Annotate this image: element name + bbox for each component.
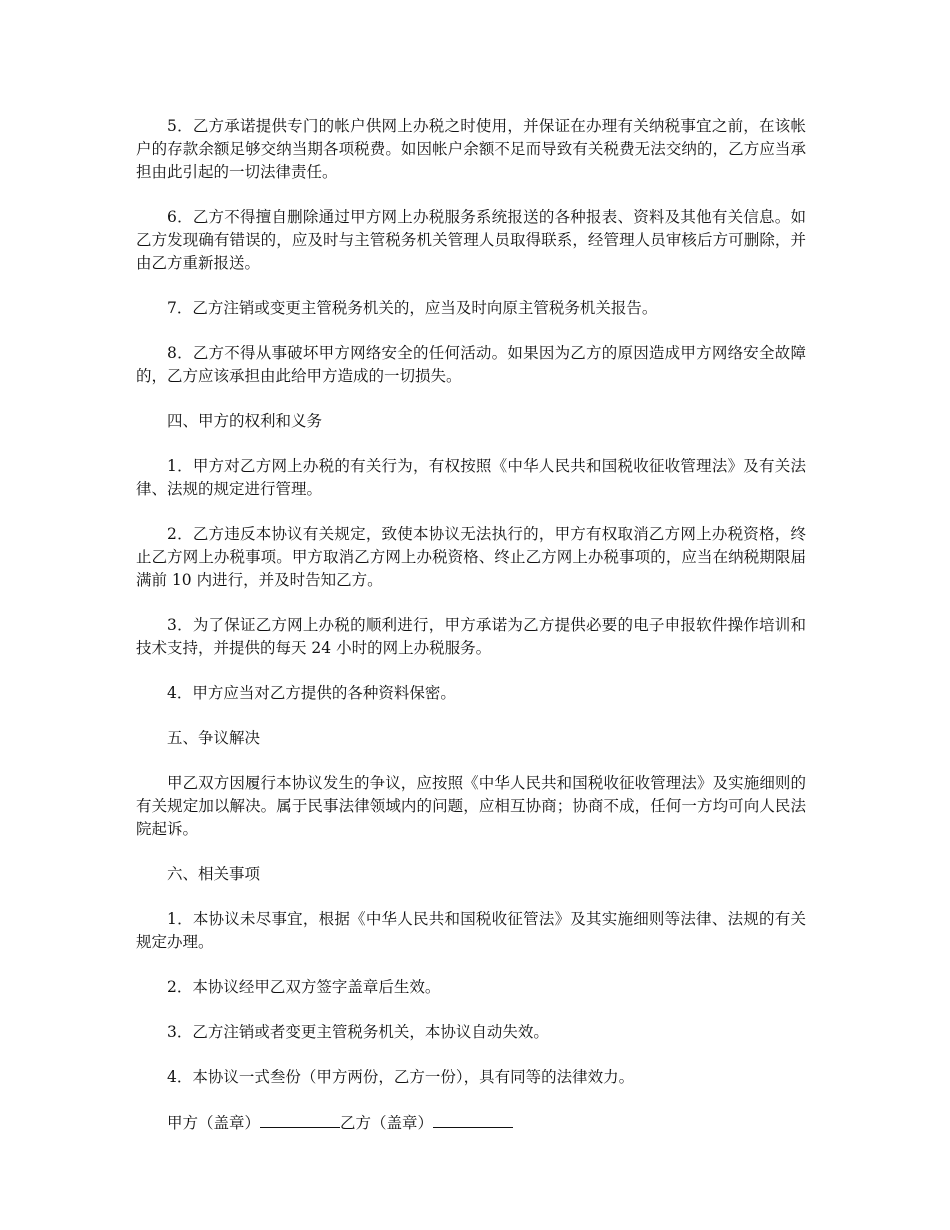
clause-paragraph: 2．本协议经甲乙双方签字盖章后生效。 [167,978,441,996]
document-body [136,115,806,1135]
party-b-seal-blank [433,1111,513,1128]
party-a-label: 甲方（盖章） [167,1114,261,1132]
clause-paragraph: 甲乙双方因履行本协议发生的争议，应按照《中华人民共和国税收征收管理法》及实施细则的有关规定加以解决。属于民事法律领域内的问题，应相互协商；协商不成，任何一方均可向人民法院起诉。 [136,774,806,838]
party-a-seal-blank [260,1111,340,1128]
clause-paragraph: 2．乙方违反本协议有关规定，致使本协议无法执行的，甲方有权取消乙方网上办税资格，终止乙方网上办税事项。甲方取消乙方网上办税资格、终止乙方网上办税事项的，应当在纳税期限届满前 10 内进行，并及时告知乙方。 [136,525,806,589]
section-heading: 五、争议解决 [167,729,261,747]
party-b-label: 乙方（盖章） [340,1114,434,1132]
clause-paragraph: 5．乙方承诺提供专门的帐户供网上办税之时使用，并保证在办理有关纳税事宜之前，在该帐户的存款余额足够交纳当期各项税费。如因帐户余额不足而导致有关税费无法交纳的，乙方应当承担由此引起的一切法律责任。 [136,117,806,181]
clause-paragraph: 1．甲方对乙方网上办税的有关行为，有权按照《中华人民共和国税收征收管理法》及有关法律、法规的规定进行管理。 [136,457,806,498]
clause-paragraph: 1．本协议未尽事宜，根据《中华人民共和国税收征管法》及其实施细则等法律、法规的有关规定办理。 [136,910,806,951]
section-heading: 六、相关事项 [167,865,261,883]
section-heading: 四、甲方的权利和义务 [167,412,323,430]
clause-paragraph: 4．甲方应当对乙方提供的各种资料保密。 [167,684,456,702]
clause-paragraph: 7．乙方注销或变更主管税务机关的，应当及时向原主管税务机关报告。 [167,299,658,317]
clause-paragraph: 4．本协议一式叁份（甲方两份，乙方一份），具有同等的法律效力。 [167,1068,635,1086]
clause-paragraph: 6．乙方不得擅自删除通过甲方网上办税服务系统报送的各种报表、资料及其他有关信息。如乙方发现确有错误的，应及时与主管税务机关管理人员取得联系，经管理人员审核后方可删除，并由乙方重新报送。 [136,208,806,272]
clause-paragraph: 3．为了保证乙方网上办税的顺利进行，甲方承诺为乙方提供必要的电子申报软件操作培训和技术支持，并提供的每天 24 小时的网上办税服务。 [136,616,806,657]
clause-paragraph: 3．乙方注销或者变更主管税务机关，本协议自动失效。 [167,1023,549,1041]
signature-line [136,1111,806,1135]
clause-paragraph: 8．乙方不得从事破坏甲方网络安全的任何活动。如果因为乙方的原因造成甲方网络安全故障的，乙方应该承担由此给甲方造成的一切损失。 [136,344,806,385]
